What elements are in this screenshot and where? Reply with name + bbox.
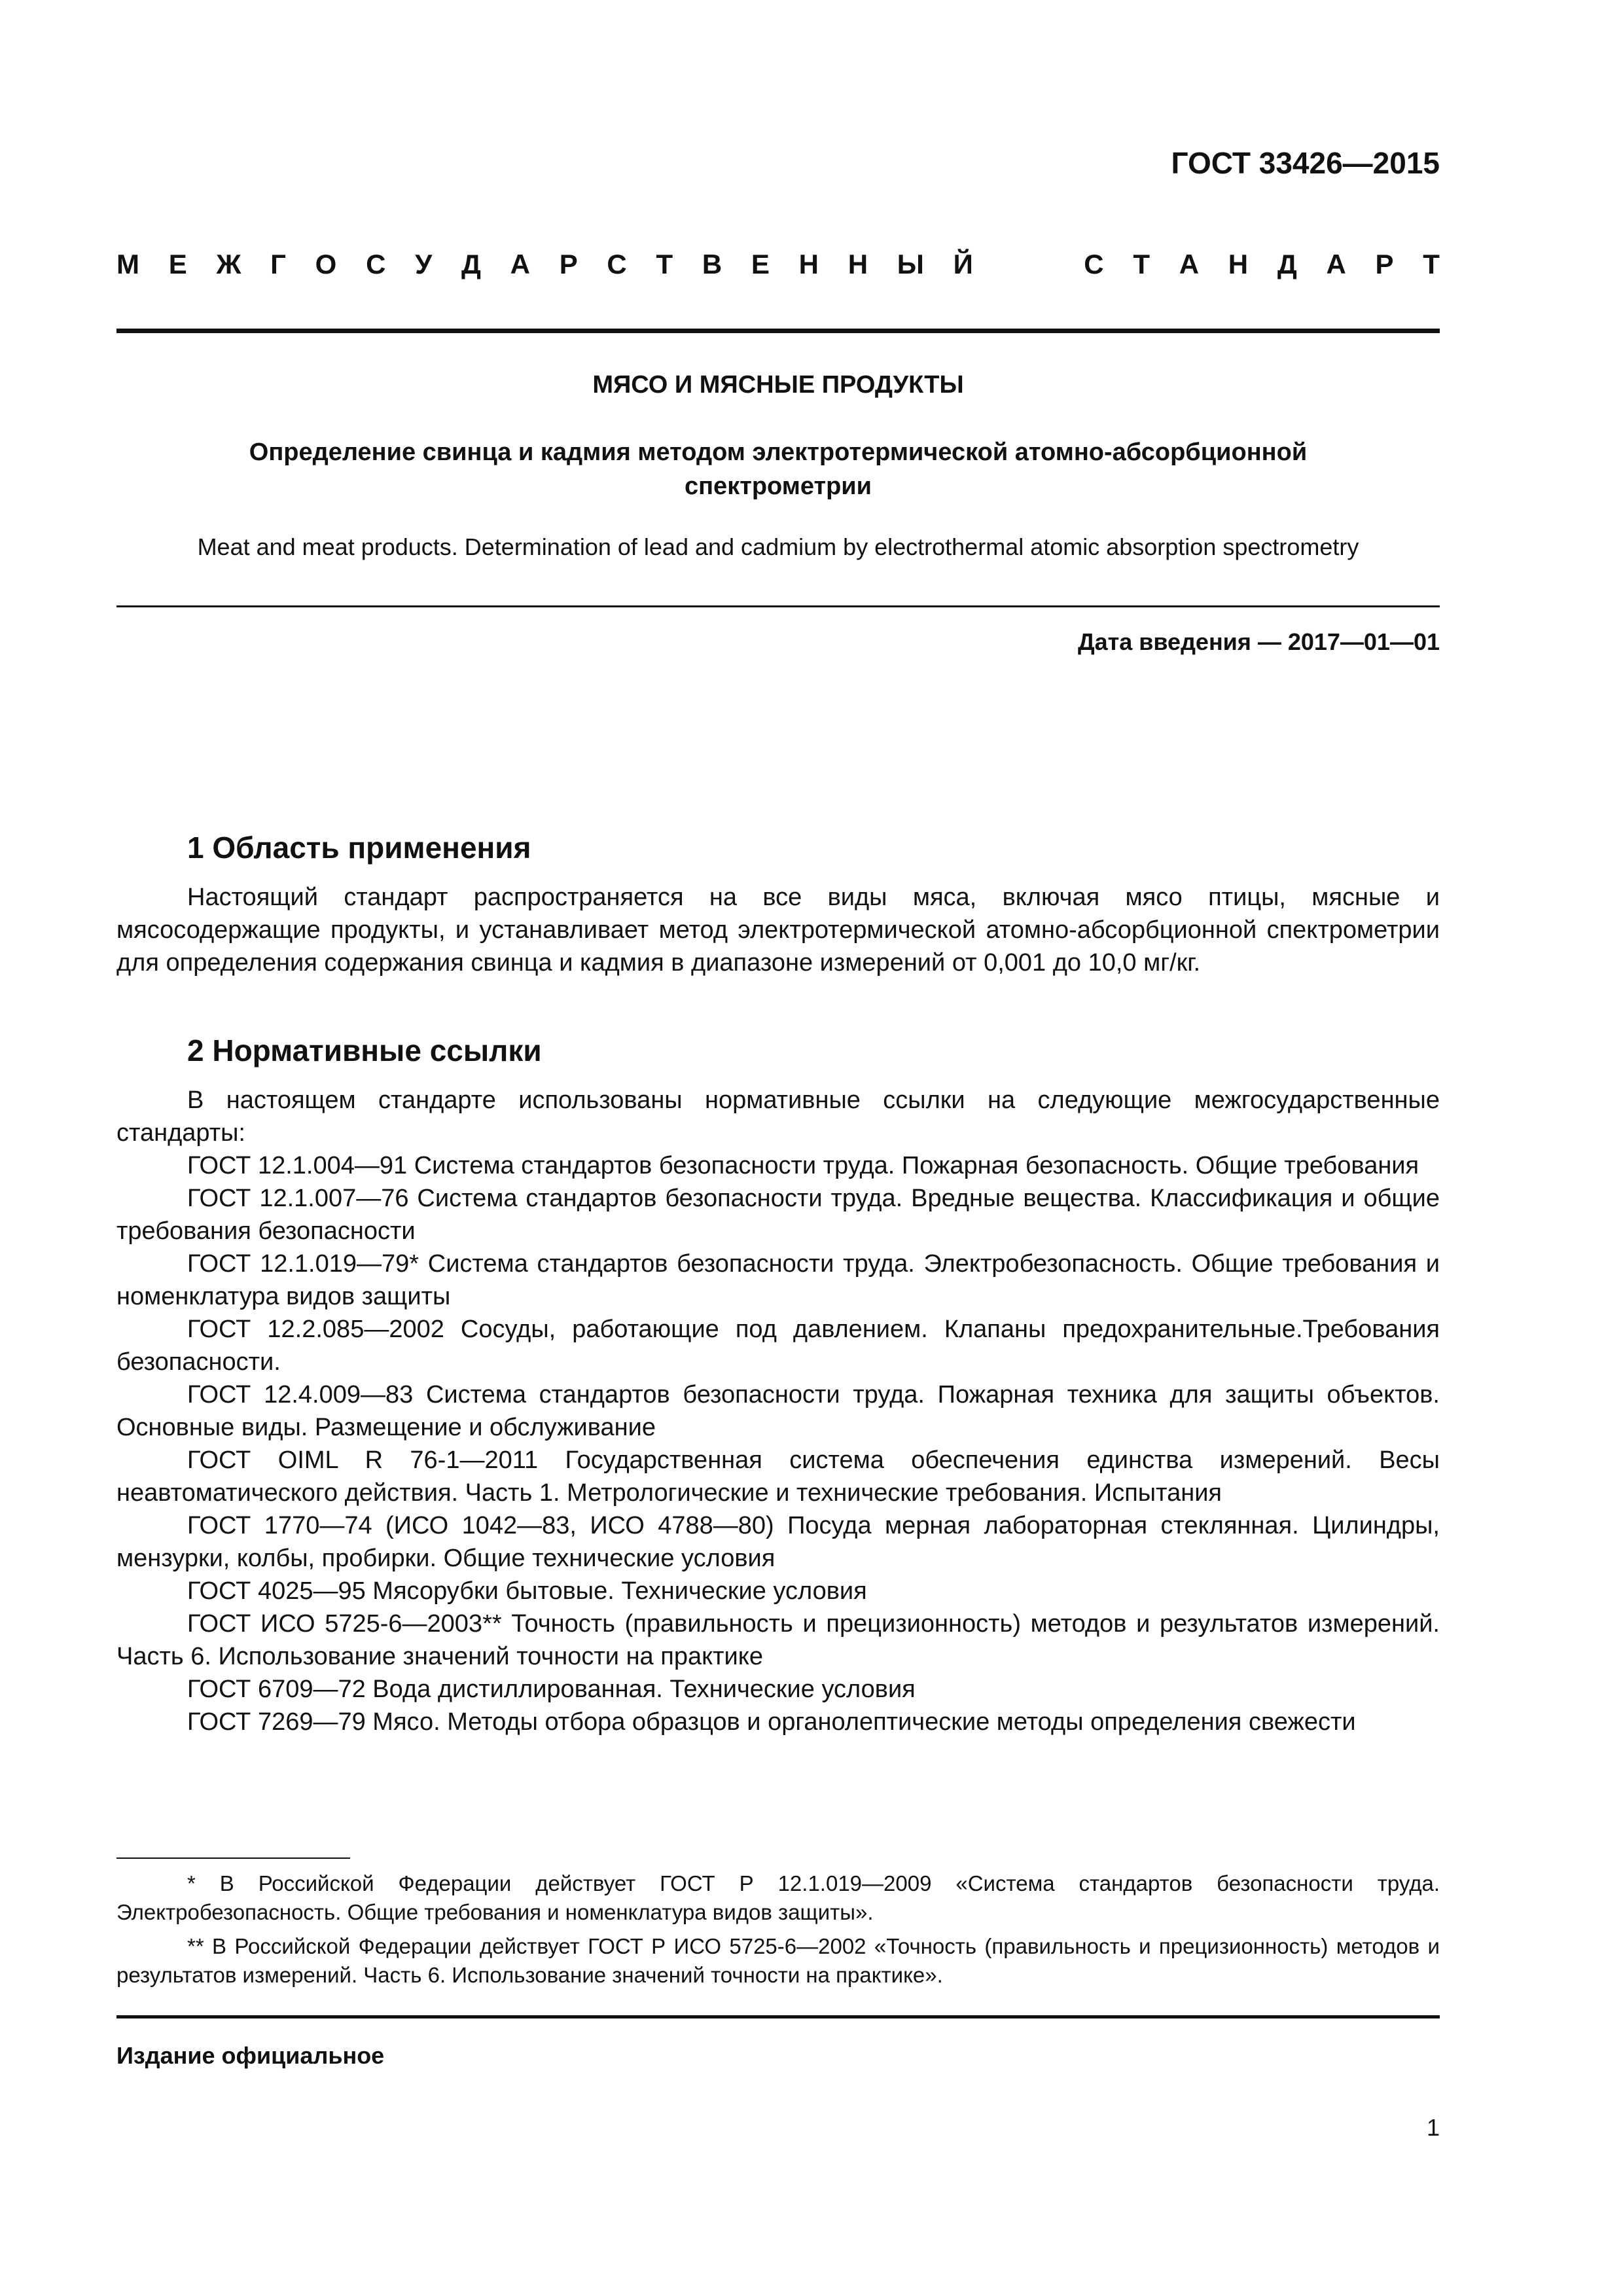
standard-type-letter: Е <box>751 249 770 279</box>
standard-type-letter: А <box>510 249 530 279</box>
page-number: 1 <box>1426 2114 1440 2141</box>
standard-type-letter: Е <box>168 249 187 279</box>
document-number: ГОСТ 33426—2015 <box>1171 146 1440 180</box>
document-title: МЯСО И МЯСНЫЕ ПРОДУКТЫ <box>592 371 964 399</box>
standard-type-letter: Т <box>1423 249 1440 279</box>
normative-reference: ГОСТ 7269—79 Мясо. Методы отбора образцов и органолептические методы определения свежести <box>187 1708 1356 1736</box>
standard-type-letter: Р <box>559 249 578 279</box>
normative-reference: ГОСТ 12.2.085—2002 Сосуды, работающие под давлением. Клапаны предохранительные.Требования безопасности. <box>116 1316 1440 1376</box>
standard-type-letter: М <box>116 249 139 279</box>
standard-type-letter: Т <box>656 249 673 279</box>
standard-type-letter: Н <box>847 249 868 279</box>
standard-type-letter: О <box>315 249 337 279</box>
normative-reference: ГОСТ ИСО 5725-6—2003** Точность (правильность и прецизионность) методов и результатов измерений. Часть 6. Использование значений точности на практике <box>116 1610 1440 1670</box>
subtitle-line: спектрометрии <box>684 473 872 500</box>
section-1-heading: 1 Область применения <box>187 831 531 865</box>
standard-type-letter: Г <box>270 249 286 279</box>
normative-reference: ГОСТ 1770—74 (ИСО 1042—83, ИСО 4788—80) Посуда мерная лабораторная стеклянная. Цилиндры, мензурки, колбы, пробирки. Общие технические условия <box>116 1512 1440 1572</box>
standard-type-letter: С <box>366 249 386 279</box>
introduction-date: Дата введения — 2017—01—01 <box>1077 628 1440 655</box>
standard-type-letter: Д <box>1277 249 1297 279</box>
edition-label: Издание официальное <box>116 2042 385 2069</box>
header-divider <box>116 329 1440 333</box>
footer-divider <box>116 2015 1440 2018</box>
standard-type-letter: Р <box>1375 249 1394 279</box>
standard-type-letter: Ы <box>897 249 924 279</box>
section-2-heading: 2 Нормативные ссылки <box>187 1033 542 1067</box>
word-gap <box>1003 249 1055 280</box>
normative-reference: ГОСТ 12.4.009—83 Система стандартов безопасности труда. Пожарная техника для защиты объектов. Основные виды. Размещение и обслуживание <box>116 1381 1440 1441</box>
normative-reference: ГОСТ 12.1.019—79* Система стандартов безопасности труда. Электробезопасность. Общие требования и номенклатура видов защиты <box>116 1250 1440 1310</box>
normative-reference: ГОСТ 6709—72 Вода дистиллированная. Технические условия <box>187 1676 916 1703</box>
footnote-2: ** В Российской Федерации действует ГОСТ Р ИСО 5725-6—2002 «Точность (правильность и прецизионность) методов и результатов измерений. Часть 6. Использование значений точности на практике». <box>116 1934 1440 1987</box>
standard-type-letter: С <box>1084 249 1104 279</box>
standard-type-letter: А <box>1326 249 1346 279</box>
standard-type-letter: Й <box>953 249 973 279</box>
standard-type-letter: Т <box>1133 249 1150 279</box>
section-1-text: Настоящий стандарт распространяется на все виды мяса, включая мясо птицы, мясные и мясосодержащие продукты, и устанавливает метод электротермической атомно-абсорбционной спектрометрии для определения содержания свинца и кадмия в диапазоне измерений от 0,001 до 10,0 мг/кг. <box>116 884 1440 977</box>
standard-type-letter: А <box>1179 249 1200 279</box>
section-2-intro: В настоящем стандарте использованы нормативные ссылки на следующие межгосударственные стандарты: <box>116 1086 1440 1147</box>
standard-type-letter: Ж <box>216 249 241 279</box>
standard-type-heading <box>116 249 1440 280</box>
section-2-body <box>116 1084 1440 1738</box>
normative-reference: ГОСТ 4025—95 Мясорубки бытовые. Технические условия <box>187 1577 867 1605</box>
normative-reference: ГОСТ 12.1.004—91 Система стандартов безопасности труда. Пожарная безопасность. Общие требования <box>187 1152 1419 1179</box>
standard-type-letter: Н <box>798 249 819 279</box>
standard-type-letter: В <box>702 249 722 279</box>
footnote-divider <box>116 1857 350 1859</box>
standard-type-letter: С <box>607 249 627 279</box>
title-divider <box>116 605 1440 607</box>
normative-reference: ГОСТ 12.1.007—76 Система стандартов безопасности труда. Вредные вещества. Классификация и общие требования безопасности <box>116 1185 1440 1245</box>
standard-type-letter: У <box>415 249 433 279</box>
standard-type-letter: Д <box>461 249 481 279</box>
english-title: Meat and meat products. Determination of lead and cadmium by electrothermal atomic absorption spectrometry <box>197 533 1359 560</box>
subtitle-line: Определение свинца и кадмия методом электротермической атомно-абсорбционной <box>249 439 1308 466</box>
document-subtitle <box>116 435 1440 503</box>
normative-reference: ГОСТ OIML R 76-1—2011 Государственная система обеспечения единства измерений. Весы неавтоматического действия. Часть 1. Метрологические и технические требования. Испытания <box>116 1446 1440 1507</box>
footnote-1: * В Российской Федерации действует ГОСТ Р 12.1.019—2009 «Система стандартов безопасности труда. Электробезопасность. Общие требования и номенклатура видов защиты». <box>116 1871 1440 1924</box>
standard-type-letter: Н <box>1228 249 1249 279</box>
